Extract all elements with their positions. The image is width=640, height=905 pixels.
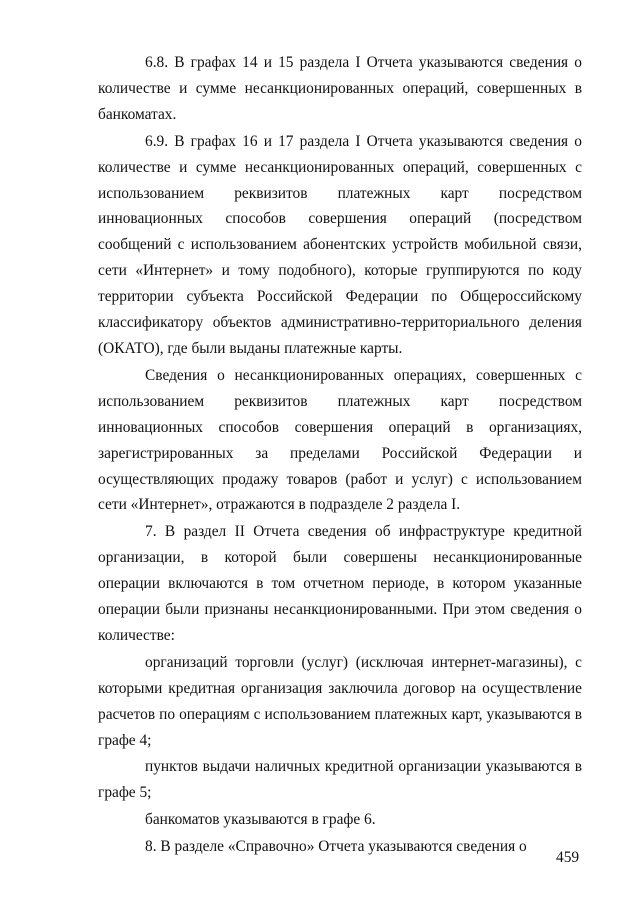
paragraph-6-8: 6.8. В графах 14 и 15 раздела I Отчета указываются сведения о количестве и сумме несанкционированных операций, совершенных в банкоматах. <box>98 54 582 123</box>
paragraph-7: 7. В раздел II Отчета сведения об инфраструктуре кредитной организации, в которой были совершены несанкционированные операции включаются в том отчетном периоде, в котором указанные операции были признаны несанкционированными. При этом сведения о количестве: <box>98 523 582 644</box>
page-number: 459 <box>556 849 580 866</box>
paragraph-unauthorized-operations-abroad: Сведения о несанкционированных операциях, совершенных с использованием реквизитов платежных карт посредством инновационных способов совершения операций в организациях, зарегистрированных за пределами Российской Федерации и осуществляющих продажу товаров (работ и услуг) с использованием сети «Интернет», отражаются в подразделе 2 раздела I. <box>98 366 582 514</box>
paragraph-atms: банкоматов указываются в графе 6. <box>145 811 376 829</box>
paragraph-trade-organizations: организаций торговли (услуг) (исключая интернет-магазины), с которыми кредитная организация заключила договор на осуществление расчетов по операциям с использованием платежных карт, указываются в графе 4; <box>98 653 582 749</box>
paragraph-cash-points: пунктов выдачи наличных кредитной организации указываются в графе 5; <box>98 758 582 802</box>
document-body <box>98 50 582 860</box>
paragraph-8: 8. В разделе «Справочно» Отчета указываются сведения о <box>145 838 527 856</box>
paragraph-6-9: 6.9. В графах 16 и 17 раздела I Отчета указываются сведения о количестве и сумме несанкционированных операций, совершенных с использованием реквизитов платежных карт посредством инновационных способов совершения операций (посредством сообщений с использованием абонентских устройств мобильной связи, сети «Интернет» и тому подобного), которые группируются по коду территории субъекта Российской Федерации по Общероссийскому классификатору объектов административно-территориального деления (ОКАТО), где были выданы платежные карты. <box>98 132 582 357</box>
